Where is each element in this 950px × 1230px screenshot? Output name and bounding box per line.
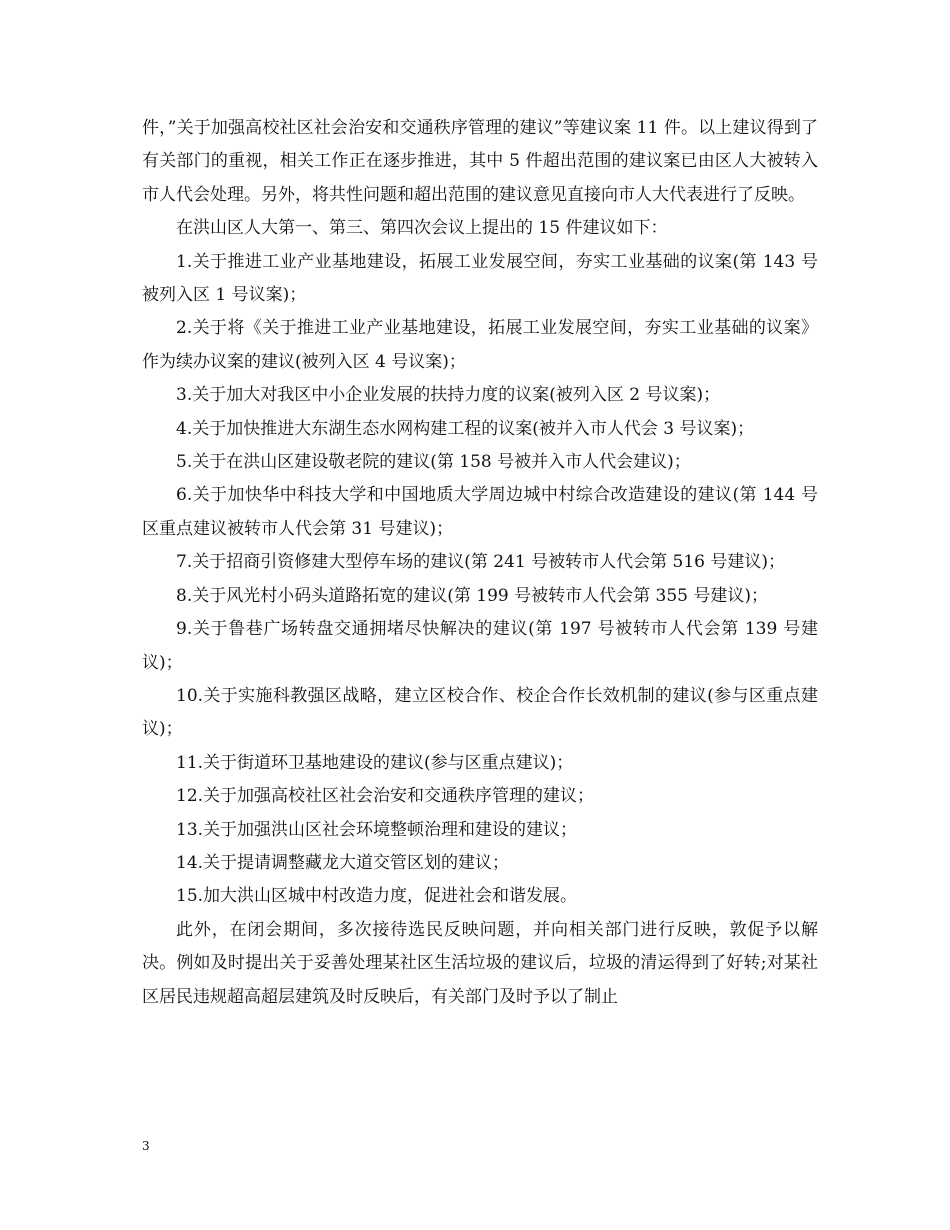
list-item-13: 13.关于加强洪山区社会环境整顿治理和建设的建议； — [176, 819, 578, 840]
list-item-1: 1.关于推进工业产业基地建设，拓展工业发展空间，夯实工业基础的议案(第 143 号被列入区 1 号议案)； — [142, 251, 818, 306]
list-item-8: 8.关于风光村小码头道路拓宽的建议(第 199 号被转市人代会第 355 号建议)； — [176, 585, 768, 606]
paragraph-closing: 此外，在闭会期间，多次接待选民反映问题，并向相关部门进行反映，敦促予以解决。例如及时提出关于妥善处理某社区生活垃圾的建议后，垃圾的清运得到了好转;对某社区居民违规超高超层建筑及时反映后，有关部门及时予以了制止 — [142, 919, 818, 1007]
list-item-5: 5.关于在洪山区建设敬老院的建议(第 158 号被并入市人代会建议)； — [176, 452, 691, 473]
paragraph-continuation: 件，”关于加强高校社区社会治安和交通秩序管理的建议”等建议案 11 件。以上建议得到了有关部门的重视，相关工作正在逐步推进，其中 5 件超出范围的建议案已由区人大被转入市人代会处理。另外，将共性问题和超出范围的建议意见直接向市人大代表进行了反映。 — [142, 118, 818, 205]
list-item-3: 3.关于加大对我区中小企业发展的扶持力度的议案(被列入区 2 号议案)； — [176, 385, 721, 406]
list-item-7: 7.关于招商引资修建大型停车场的建议(第 241 号被转市人代会第 516 号建议)； — [176, 552, 785, 573]
list-item-4: 4.关于加快推进大东湖生态水网构建工程的议案(被并入市人代会 3 号议案)； — [176, 418, 755, 439]
list-item-6: 6.关于加快华中科技大学和中国地质大学周边城中村综合改造建设的建议(第 144 号区重点建议被转市人代会第 31 号建议)； — [142, 485, 818, 539]
list-item-15: 15.加大洪山区城中村改造力度，促进社会和谐发展。 — [176, 886, 578, 907]
list-item-9: 9.关于鲁巷广场转盘交通拥堵尽快解决的建议(第 197 号被转市人代会第 139 号建议)； — [142, 619, 818, 673]
list-item-2: 2.关于将《关于推进工业产业基地建设，拓展工业发展空间，夯实工业基础的议案》作为续办议案的建议(被列入区 4 号议案)； — [142, 318, 818, 372]
paragraph-intro: 在洪山区人大第一、第三、第四次会议上提出的 15 件建议如下： — [176, 218, 668, 239]
page-number: 3 — [142, 1139, 150, 1153]
list-item-14: 14.关于提请调整藏龙大道交管区划的建议； — [176, 852, 510, 873]
document-body — [142, 112, 818, 1014]
list-item-10: 10.关于实施科教强区战略，建立区校合作、校企合作长效机制的建议(参与区重点建议)； — [142, 685, 818, 740]
list-item-11: 11.关于街道环卫基地建设的建议(参与区重点建议)； — [176, 752, 574, 773]
list-item-12: 12.关于加强高校社区社会治安和交通秩序管理的建议； — [176, 786, 595, 807]
